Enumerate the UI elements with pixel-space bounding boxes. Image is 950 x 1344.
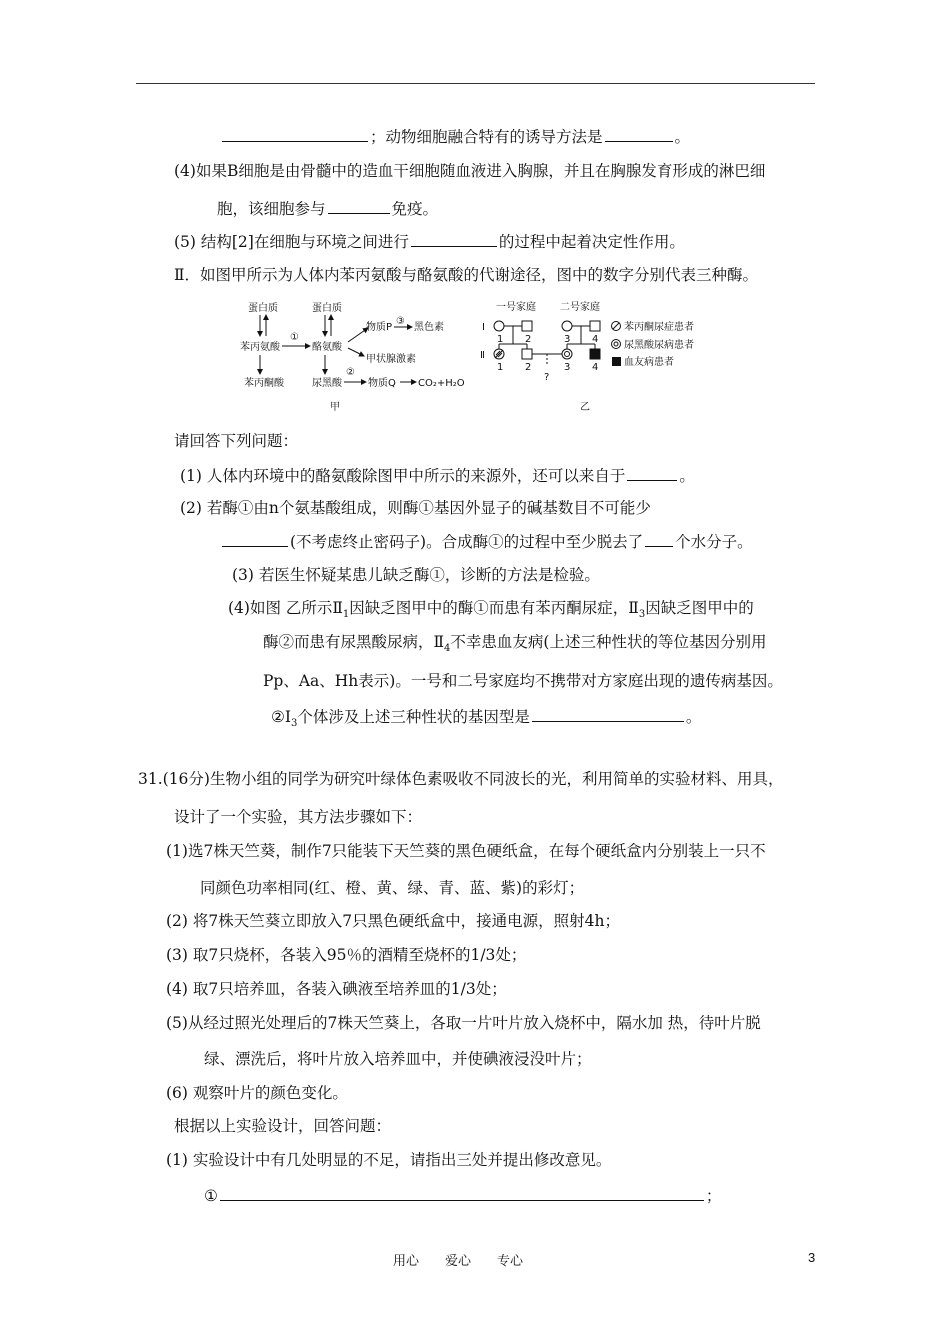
- phenylalanine-label: 苯丙氨酸: [240, 342, 280, 353]
- footer-motto: 用心 爱心 专心: [393, 1253, 524, 1268]
- pedigree-diagram: [480, 300, 694, 413]
- generation-ii-label: Ⅱ: [480, 350, 485, 361]
- answer-blank[interactable]: [645, 530, 673, 547]
- step-3: (3) 取7只烧杯，各装入95％的酒精至烧杯的1/3处；: [166, 946, 527, 964]
- thyroxine-label: 甲状腺激素: [366, 354, 416, 365]
- generation-i-label: Ⅰ: [482, 322, 485, 333]
- legend-alkaptonuria: 尿黑酸尿病患者: [624, 340, 694, 351]
- enzyme-1-label: ①: [290, 332, 299, 343]
- substance-p-label: 物质P: [366, 322, 393, 333]
- svg-text:4: 4: [592, 362, 599, 373]
- unknown-offspring-mark: ?: [544, 372, 550, 383]
- text-line-1: ；动物细胞融合特有的诱导方法是 。: [220, 125, 690, 148]
- svg-text:3: 3: [564, 334, 571, 345]
- question-2-cont: (不考虑终止密码子)。合成酶①的过程中至少脱去了 个水分子。: [220, 530, 753, 553]
- svg-text:1: 1: [497, 334, 504, 345]
- text-line-3: 胞，该细胞参与 免疫。: [217, 197, 438, 220]
- question-4-cont-1: 酶②而患有尿黑酸尿病，$Ⅱ_4$不幸患血友病(上述三种性状的等位基因分别用: [263, 633, 767, 655]
- step-4: (4) 取7只培养皿，各装入碘液至培养皿的1/3处；: [166, 980, 507, 998]
- text-line-4: (5) 结构[2]在细胞与环境之间进行 的过程中起着决定性作用。: [174, 230, 685, 253]
- question-31-intro-cont: 设计了一个实验，其方法步骤如下：: [174, 808, 423, 826]
- answer-blank[interactable]: [605, 125, 673, 142]
- individual-i3: [562, 321, 572, 331]
- question-4-cont-2: Pp、Aa、Hh表示)。一号和二号家庭均不携带对方家庭出现的遗传病基因。: [263, 672, 783, 690]
- legend-hemophilia: 血友病患者: [624, 357, 674, 368]
- individual-i1: [494, 321, 504, 331]
- legend-hemophilia-symbol: [612, 357, 621, 366]
- figure-yi-caption: 乙: [580, 402, 590, 413]
- family-1-label: 一号家庭: [496, 302, 536, 313]
- question-31-intro: 31.(16分)生物小组的同学为研究叶绿体色素吸收不同波长的光，利用简单的实验材料、用具，: [138, 770, 784, 788]
- answer-blank[interactable]: [411, 230, 497, 247]
- svg-text:3: 3: [564, 362, 571, 373]
- co2-water-label: CO₂+H₂O: [418, 378, 465, 389]
- answer-blank[interactable]: [532, 705, 684, 722]
- individual-ii4-hemophilia: [590, 349, 600, 359]
- family-2-label: 二号家庭: [560, 302, 600, 313]
- answer-line-1: ① ；: [204, 1184, 721, 1207]
- header-rule: [136, 83, 815, 84]
- question-2: (2) 若酶①由n个氨基酸组成，则酶①基因外显子的碱基数目不可能少: [180, 499, 651, 517]
- protein-label-1: 蛋白质: [248, 303, 278, 314]
- prompt-line-2: 根据以上实验设计，回答问题：: [174, 1117, 392, 1135]
- step-5: (5)从经过照光处理后的7株天竺葵上，各取一片叶片放入烧杯中，隔水加 热，待叶片脱: [166, 1014, 761, 1032]
- figure-jia-caption: 甲: [330, 402, 340, 413]
- legend-alkaptonuria-symbol: [612, 340, 621, 349]
- individual-i2: [522, 321, 532, 331]
- melanin-label: 黑色素: [414, 322, 444, 333]
- step-2: (2) 将7株天竺葵立即放入7只黑色硬纸盒中，接通电源，照射4h；: [166, 912, 620, 930]
- individual-i4: [590, 321, 600, 331]
- section-ii-intro: Ⅱ．如图甲所示为人体内苯丙氨酸与酪氨酸的代谢途径，图中的数字分别代表三种酶。: [174, 266, 759, 284]
- question-4: (4)如图 乙所示$Ⅱ_1$因缺乏图甲中的酶①而患有苯丙酮尿症，$Ⅱ_3$因缺乏图甲中的: [228, 599, 754, 621]
- answer-blank[interactable]: [222, 530, 288, 547]
- page-number: 3: [808, 1250, 816, 1265]
- answer-blank[interactable]: [222, 125, 368, 142]
- legend-pku: 苯丙酮尿症患者: [624, 322, 694, 333]
- step-1: (1)选7株天竺葵，制作7只能装下天竺葵的黑色硬纸盒，在每个硬纸盒内分别装上一只不: [166, 842, 766, 860]
- svg-text:2: 2: [525, 362, 532, 373]
- enzyme-3-label: ③: [396, 316, 405, 327]
- text-line-2: (4)如果B细胞是由骨髓中的造血干细胞随血液进入胸腺，并且在胸腺发育形成的淋巴细: [174, 162, 766, 180]
- prompt-line: 请回答下列问题：: [174, 432, 299, 450]
- answer-blank[interactable]: [328, 197, 390, 214]
- question-4-sub-2: $②Ⅰ_3$个体涉及上述三种性状的基因型是 。: [271, 705, 701, 735]
- individual-ii3-alkaptonuria: [562, 349, 572, 359]
- pathway-diagram: [240, 301, 465, 413]
- question-31-1: (1) 实验设计中有几处明显的不足，请指出三处并提出修改意见。: [166, 1151, 612, 1169]
- svg-text:1: 1: [497, 362, 504, 373]
- svg-text:4: 4: [592, 334, 599, 345]
- protein-label-2: 蛋白质: [312, 303, 342, 314]
- phenylpyruvic-acid-label: 苯丙酮酸: [244, 378, 284, 389]
- individual-ii2: [522, 349, 532, 359]
- tyrosine-label: 酪氨酸: [312, 342, 342, 353]
- svg-text:2: 2: [525, 334, 532, 345]
- homogentisic-acid-label: 尿黑酸: [312, 378, 342, 389]
- step-1-cont: 同颜色功率相同(红、橙、黄、绿、青、蓝、紫)的彩灯；: [200, 879, 585, 897]
- answer-blank[interactable]: [627, 464, 677, 481]
- question-3: (3) 若医生怀疑某患儿缺乏酶①，诊断的方法是检验。: [232, 566, 600, 584]
- answer-blank[interactable]: [220, 1184, 704, 1201]
- metabolism-and-pedigree-figure: [232, 298, 712, 414]
- question-1: (1) 人体内环境中的酪氨酸除图甲中所示的来源外，还可以来自于 。: [180, 464, 695, 487]
- step-5-cont: 绿、漂洗后，将叶片放入培养皿中，并使碘液浸没叶片；: [204, 1050, 592, 1068]
- step-6: (6) 观察叶片的颜色变化。: [166, 1084, 348, 1102]
- enzyme-2-label: ②: [346, 367, 355, 378]
- substance-q-label: 物质Q: [368, 378, 396, 389]
